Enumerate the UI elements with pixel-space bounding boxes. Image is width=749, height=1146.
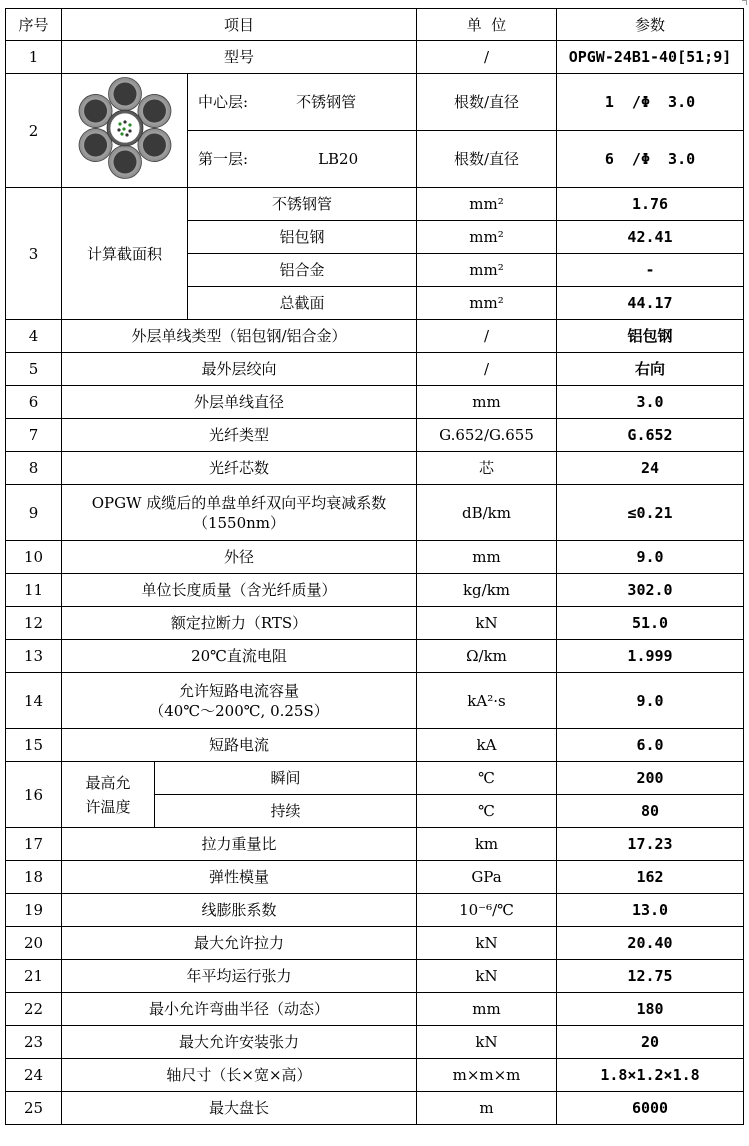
row-value: 20.40: [557, 927, 744, 960]
row-item: 外层单线类型（铝包钢/铝合金）: [62, 320, 417, 353]
row-no: 4: [6, 320, 62, 353]
table-row: [6, 320, 744, 353]
first-layer-label: 第一层:: [198, 150, 249, 168]
table-row: [6, 1026, 744, 1059]
table-row: [6, 729, 744, 762]
table-row: [6, 894, 744, 927]
header-value: 参数: [557, 9, 744, 41]
row-no: 5: [6, 353, 62, 386]
row-value: 右向: [557, 353, 744, 386]
row-no: 20: [6, 927, 62, 960]
row-no: 9: [6, 485, 62, 541]
row-no: 6: [6, 386, 62, 419]
table-row: [6, 1092, 744, 1125]
row-value: 1 /Φ 3.0: [557, 74, 744, 131]
row-value: 1.76: [557, 188, 744, 221]
row-item: 总截面: [188, 287, 417, 320]
table-row: [6, 41, 744, 74]
table-row: [6, 386, 744, 419]
table-row: [6, 607, 744, 640]
row-unit: /: [417, 353, 557, 386]
table-row: [6, 861, 744, 894]
row-unit: kN: [417, 927, 557, 960]
row-item: 光纤类型: [62, 419, 417, 452]
row-no: 18: [6, 861, 62, 894]
row-unit: mm: [417, 993, 557, 1026]
row-item-line1: 允许短路电流容量: [178, 681, 299, 700]
row-no: 24: [6, 1059, 62, 1092]
row-unit: kN: [417, 607, 557, 640]
row-value: 302.0: [557, 574, 744, 607]
row-unit: mm: [417, 386, 557, 419]
table-row: [6, 485, 744, 541]
cable-cross-section: [62, 74, 188, 188]
row-unit: kN: [417, 960, 557, 993]
center-layer-cell: [188, 74, 417, 131]
row-unit: Ω/km: [417, 640, 557, 673]
row-unit: mm²: [417, 287, 557, 320]
row-value: 24: [557, 452, 744, 485]
row-value: -: [557, 254, 744, 287]
row-unit: G.652/G.655: [417, 419, 557, 452]
row-item: 轴尺寸（长×宽×高）: [62, 1059, 417, 1092]
row-item: 最大允许安装张力: [62, 1026, 417, 1059]
row-value: ≤0.21: [557, 485, 744, 541]
row-value: 9.0: [557, 673, 744, 729]
row-unit: ℃: [417, 795, 557, 828]
row-no: 16: [6, 762, 62, 828]
cable-cross-section-icon: [70, 74, 180, 182]
row-value: 6000: [557, 1092, 744, 1125]
row-item: 额定拉断力（RTS）: [62, 607, 417, 640]
row-item: 最大盘长: [62, 1092, 417, 1125]
row-item: 型号: [62, 41, 417, 74]
table-row: [6, 74, 744, 131]
row-item: 单位长度质量（含光纤质量）: [62, 574, 417, 607]
table-row: [6, 188, 744, 221]
row-unit: kg/km: [417, 574, 557, 607]
row-no: 13: [6, 640, 62, 673]
row-unit: mm²: [417, 188, 557, 221]
row-value: 3.0: [557, 386, 744, 419]
row-item: [62, 485, 417, 541]
table-row: [6, 762, 744, 795]
row-item: 弹性模量: [62, 861, 417, 894]
table-row: [6, 541, 744, 574]
row-unit: /: [417, 41, 557, 74]
row-no: 15: [6, 729, 62, 762]
row-no: 3: [6, 188, 62, 320]
row-item: 持续: [155, 795, 417, 828]
table-row: [6, 993, 744, 1026]
row-no: 19: [6, 894, 62, 927]
table-row: [6, 1059, 744, 1092]
header-no: 序号: [6, 9, 62, 41]
row-no: 8: [6, 452, 62, 485]
row-unit: 根数/直径: [417, 131, 557, 188]
row-unit: mm: [417, 541, 557, 574]
row-item: 最小允许弯曲半径（动态）: [62, 993, 417, 1026]
row-value: 12.75: [557, 960, 744, 993]
row-unit: 根数/直径: [417, 74, 557, 131]
row-no: 2: [6, 74, 62, 188]
row-value: 162: [557, 861, 744, 894]
row-item: 短路电流: [62, 729, 417, 762]
row-item: 铝合金: [188, 254, 417, 287]
row-unit: 芯: [417, 452, 557, 485]
row-value: 1.8×1.2×1.8: [557, 1059, 744, 1092]
row-no: 21: [6, 960, 62, 993]
row-value: 51.0: [557, 607, 744, 640]
row-no: 17: [6, 828, 62, 861]
table-row: [6, 452, 744, 485]
row-item: 铝包钢: [188, 221, 417, 254]
row-value: 6.0: [557, 729, 744, 762]
row-value: 20: [557, 1026, 744, 1059]
row-unit: kN: [417, 1026, 557, 1059]
row-value: 200: [557, 762, 744, 795]
row-unit: ℃: [417, 762, 557, 795]
row-value: 9.0: [557, 541, 744, 574]
max-temp-label: [62, 762, 155, 828]
table-row: [6, 574, 744, 607]
row-item: 光纤芯数: [62, 452, 417, 485]
row-item-line1: OPGW 成缆后的单盘单纤双向平均衰减系数: [91, 493, 387, 512]
row-unit: kA: [417, 729, 557, 762]
row-value: 铝包钢: [557, 320, 744, 353]
table-row: [6, 828, 744, 861]
row-value: G.652: [557, 419, 744, 452]
table-row: [6, 353, 744, 386]
row-value: 44.17: [557, 287, 744, 320]
row-unit: km: [417, 828, 557, 861]
center-layer-label: 中心层:: [198, 93, 249, 111]
row-value: 1.999: [557, 640, 744, 673]
section-area-label: 计算截面积: [62, 188, 188, 320]
spec-table: [5, 8, 744, 1125]
corner-mark: [742, 0, 747, 5]
row-unit: kA²·s: [417, 673, 557, 729]
first-layer-cell: [188, 131, 417, 188]
table-row: [6, 640, 744, 673]
row-value: 180: [557, 993, 744, 1026]
row-value: 13.0: [557, 894, 744, 927]
row-value: 6 /Φ 3.0: [557, 131, 744, 188]
header-item: 项目: [62, 9, 417, 41]
row-unit: 10⁻⁶/℃: [417, 894, 557, 927]
row-no: 10: [6, 541, 62, 574]
row-no: 7: [6, 419, 62, 452]
table-row: [6, 927, 744, 960]
row-item: 线膨胀系数: [62, 894, 417, 927]
row-item-line2: （1550nm）: [192, 513, 286, 532]
max-temp-label-line1: 最高允: [85, 773, 131, 792]
row-value: 17.23: [557, 828, 744, 861]
row-unit: m: [417, 1092, 557, 1125]
header-unit: 单 位: [417, 9, 557, 41]
table-row: [6, 960, 744, 993]
row-no: 23: [6, 1026, 62, 1059]
max-temp-label-line2: 许温度: [85, 797, 131, 816]
table-row: [6, 419, 744, 452]
table-header: [6, 9, 744, 41]
row-unit: mm²: [417, 254, 557, 287]
row-unit: m×m×m: [417, 1059, 557, 1092]
row-item: 最大允许拉力: [62, 927, 417, 960]
row-item: 瞬间: [155, 762, 417, 795]
table-row: [6, 673, 744, 729]
row-no: 14: [6, 673, 62, 729]
row-item: [62, 673, 417, 729]
row-no: 1: [6, 41, 62, 74]
row-unit: GPa: [417, 861, 557, 894]
row-value: 42.41: [557, 221, 744, 254]
row-unit: /: [417, 320, 557, 353]
row-unit: mm²: [417, 221, 557, 254]
row-item: 最外层绞向: [62, 353, 417, 386]
row-item: 外层单线直径: [62, 386, 417, 419]
row-item: 年平均运行张力: [62, 960, 417, 993]
row-value: 80: [557, 795, 744, 828]
row-item: 不锈钢管: [188, 188, 417, 221]
row-value: OPGW-24B1-40[51;9]: [557, 41, 744, 74]
row-item: 20℃直流电阻: [62, 640, 417, 673]
row-item: 外径: [62, 541, 417, 574]
row-unit: dB/km: [417, 485, 557, 541]
row-item: 拉力重量比: [62, 828, 417, 861]
row-no: 11: [6, 574, 62, 607]
row-item-line2: （40℃～200℃, 0.25S）: [149, 701, 329, 720]
row-no: 12: [6, 607, 62, 640]
row-no: 25: [6, 1092, 62, 1125]
first-layer-material: LB20: [318, 150, 359, 168]
row-no: 22: [6, 993, 62, 1026]
center-layer-material: 不锈钢管: [296, 93, 357, 111]
